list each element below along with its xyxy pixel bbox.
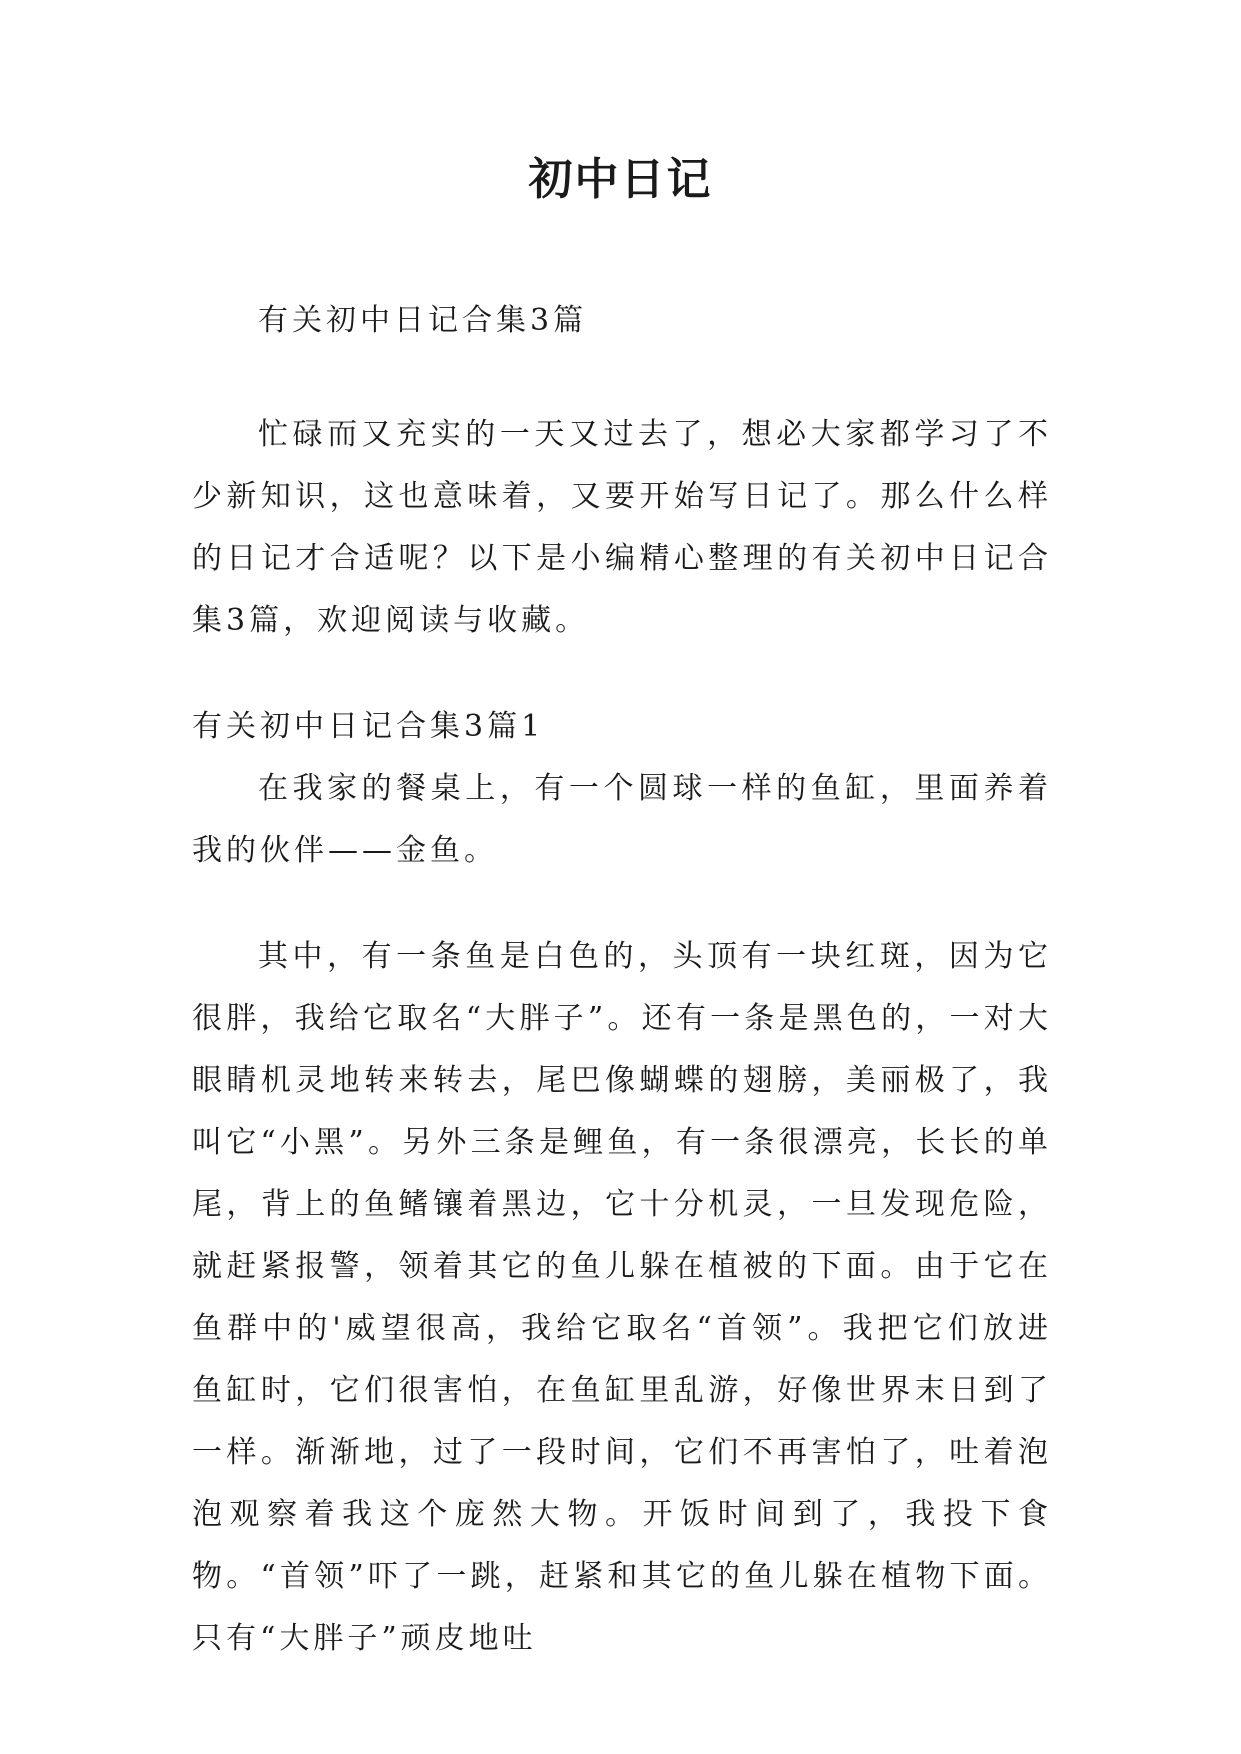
body-paragraph-1: 在我家的餐桌上，有一个圆球一样的鱼缸，里面养着我的伙伴——金鱼。 [192, 771, 1052, 868]
document-subtitle: 有关初中日记合集3篇 [258, 303, 588, 338]
section-heading: 有关初中日记合集3篇1 [192, 709, 545, 744]
document-title: 初中日记 [528, 154, 713, 205]
document-body [192, 290, 1052, 1670]
body-paragraph-2: 其中，有一条鱼是白色的，头顶有一块红斑，因为它很胖，我给它取名“大胖子”。还有一条是黑色的，一对大眼睛机灵地转来转去，尾巴像蝴蝶的翅膀，美丽极了，我叫它“小黑”。另外三条是鲤鱼，有一条很漂亮，长长的单尾，背上的鱼鳍镶着黑边，它十分机灵，一旦发现危险，就赶紧报警，领着其它的鱼儿躲在植被的下面。由于它在鱼群中的'威望很高，我给它取名“首领”。我把它们放进鱼缸时，它们很害怕，在鱼缸里乱游，好像世界末日到了一样。渐渐地，过了一段时间，它们不再害怕了，吐着泡泡观察着我这个庞然大物。开饭时间到了，我投下食物。“首领”吓了一跳，赶紧和其它的鱼儿躲在植物下面。只有“大胖子”顽皮地吐 [192, 939, 1052, 1656]
intro-paragraph: 忙碌而又充实的一天又过去了，想必大家都学习了不少新知识，这也意味着，又要开始写日记了。那么什么样的日记才合适呢？以下是小编精心整理的有关初中日记合集3篇，欢迎阅读与收藏。 [192, 417, 1052, 638]
